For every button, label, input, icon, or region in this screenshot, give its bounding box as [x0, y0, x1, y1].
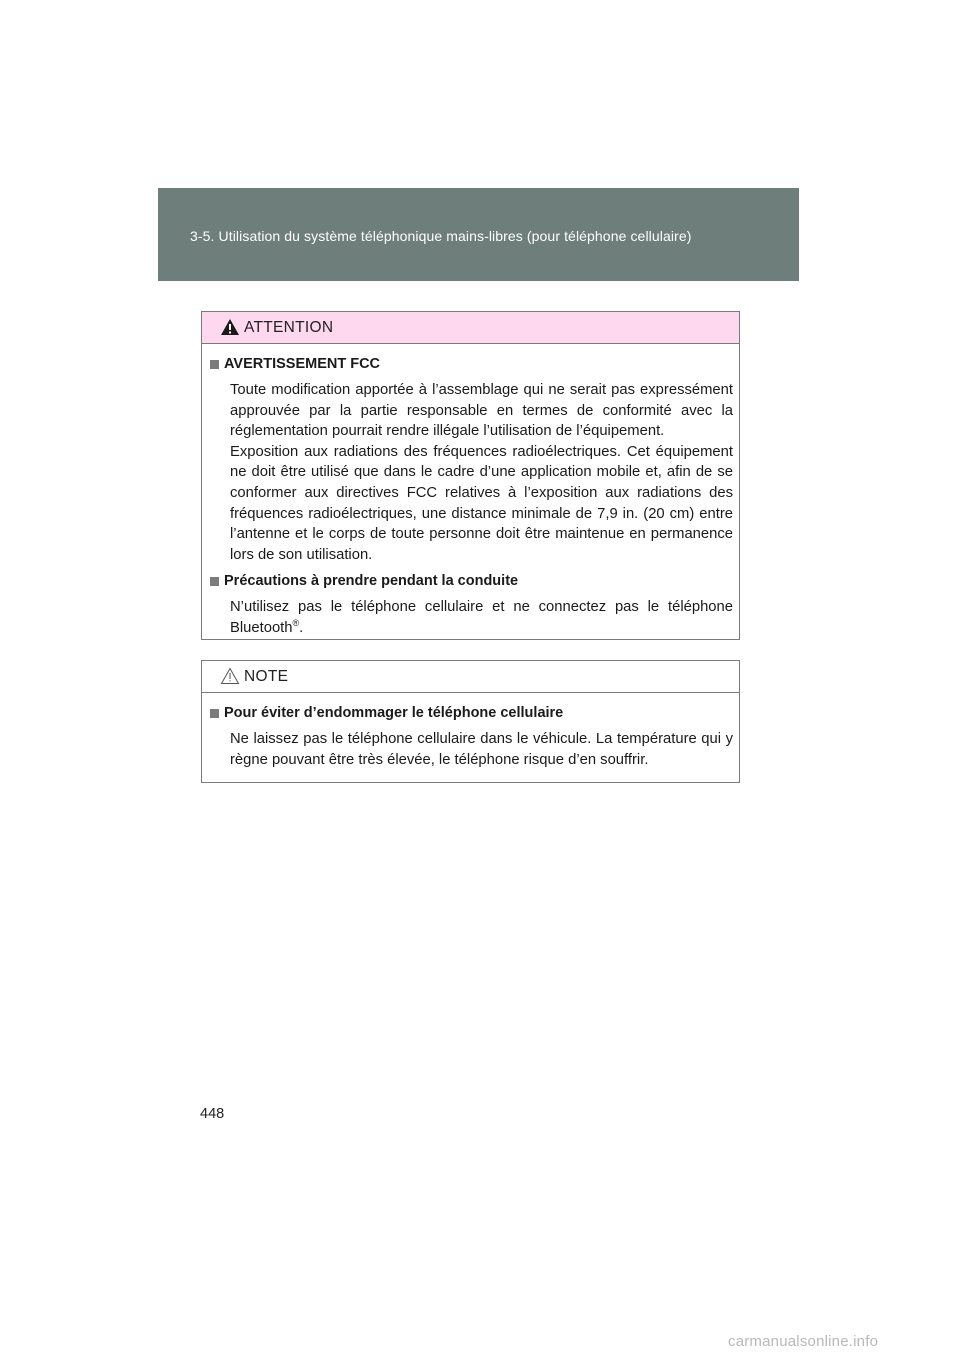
square-bullet-icon [210, 360, 219, 369]
paragraph: Exposition aux radiations des fréquences radioélectriques. Cet équipement ne doit être utilisé que dans le cadre d’une application mobile et, afin de se conformer aux directives FCC relatives à l’exposition aux radiations des fréquences radioélectriques, une distance minimale de 7,9 in. (20 cm) entre l’antenne et le corps de toute personne doit être maintenue en permanence lors de son utilisation. [230, 443, 733, 563]
note-header [202, 661, 739, 693]
note-body [202, 693, 739, 770]
caution-outline-triangle-icon [220, 667, 240, 685]
paragraph: Ne laissez pas le téléphone cellulaire dans le véhicule. La température qui y règne pouvant être très élevée, le téléphone risque d’en souffrir. [230, 731, 733, 768]
note-box [201, 660, 740, 783]
square-bullet-icon [210, 577, 219, 586]
item-title-driving: Précautions à prendre pendant la conduite [210, 571, 733, 591]
note-label: NOTE [244, 668, 289, 685]
attention-box [201, 311, 740, 640]
attention-header [202, 312, 739, 344]
watermark: carmanualsonline.info [728, 1333, 879, 1350]
paragraph: Toute modification apportée à l’assemblage qui ne serait pas expressément approuvée par la partie responsable en termes de conformité avec la réglementation pourrait rendre illégale l’utilisation de l’équipement. [230, 382, 733, 440]
square-bullet-icon [210, 709, 219, 718]
attention-body [202, 344, 739, 639]
section-header-band [158, 188, 799, 281]
item-title-damage: Pour éviter d’endommager le téléphone cellulaire [210, 703, 733, 723]
section-title: 3-5. Utilisation du système téléphonique mains-libres (pour téléphone cellulaire) [190, 228, 692, 244]
page-number: 448 [200, 1106, 225, 1122]
item-title-fcc: AVERTISSEMENT FCC [210, 354, 733, 374]
warning-triangle-icon [220, 318, 240, 336]
paragraph: N’utilisez pas le téléphone cellulaire et ne connectez pas le téléphone Bluetooth®. [230, 599, 733, 636]
attention-label: ATTENTION [244, 319, 334, 336]
